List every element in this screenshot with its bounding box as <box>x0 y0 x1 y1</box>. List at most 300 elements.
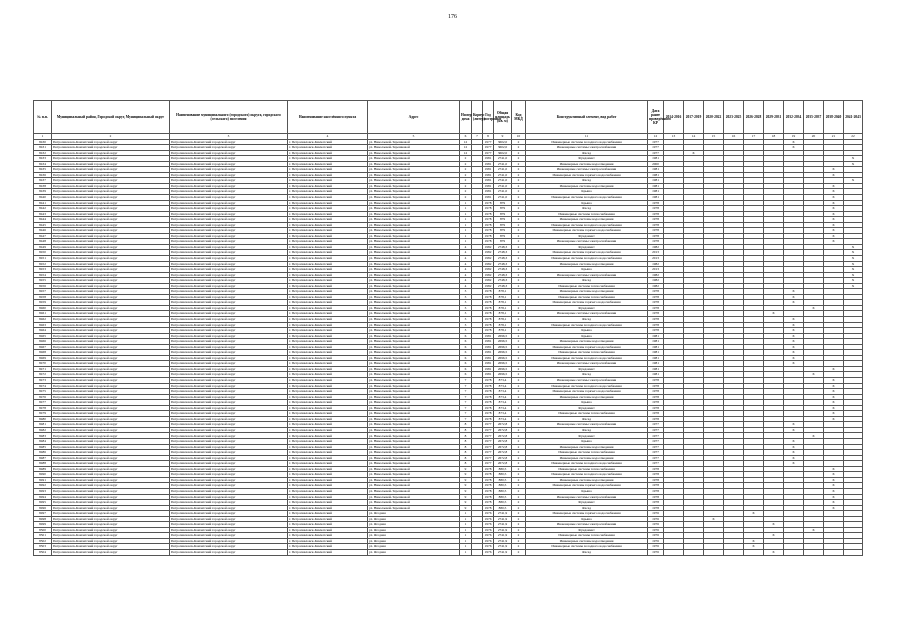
table-cell: 9 <box>460 477 472 483</box>
table-cell: г. Петропавловск-Камчатский <box>288 549 368 555</box>
table-cell: 8446 <box>34 228 52 234</box>
table-cell: 1976 <box>648 522 664 528</box>
table-cell: 6 <box>460 372 472 378</box>
table-cell: 8440 <box>34 194 52 200</box>
table-cell: 1982 <box>483 272 494 278</box>
period-mark-cell <box>664 549 684 555</box>
table-cell: ул. Николаевой-Терешковой <box>368 455 460 461</box>
period-mark-cell <box>724 549 744 555</box>
table-cell: 2 <box>512 494 526 500</box>
table-cell: 2 <box>460 183 472 189</box>
table-cell: ул. Николаевой-Терешковой <box>368 272 460 278</box>
table-cell: Петропавловск-Камчатский городской округ <box>170 516 288 522</box>
table-cell: Инженерные системы холодного водоснабжения <box>526 544 648 550</box>
table-cell: Петропавловск-Камчатский городской округ <box>170 400 288 406</box>
table-cell: ул. Николаевой-Терешковой <box>368 233 460 239</box>
column-header: Код МКД <box>512 101 526 134</box>
table-cell: 8432 <box>34 150 52 156</box>
table-cell: г. Петропавловск-Камчатский <box>288 156 368 162</box>
table-cell: ул. Николаевой-Терешковой <box>368 355 460 361</box>
table-cell: Фасад <box>526 372 648 378</box>
table-cell: 1 <box>460 511 472 517</box>
table-cell: ул. Николаевой-Терешковой <box>368 488 460 494</box>
table-cell: Петропавловск-Камчатский городской округ <box>170 389 288 395</box>
table-cell: Петропавловск-Камчатский городской округ <box>170 488 288 494</box>
table-cell: 2 <box>512 511 526 517</box>
table-cell: 2672,8 <box>494 427 512 433</box>
table-cell: ул. Николаевой-Терешковой <box>368 283 460 289</box>
table-cell: Петропавловск-Камчатский городской округ <box>170 344 288 350</box>
table-cell: 6 <box>460 350 472 356</box>
table-cell: ул. Николаевой-Терешковой <box>368 461 460 467</box>
table-cell: ул. Николаевой-Терешковой <box>368 289 460 295</box>
table-cell: 1981 <box>483 333 494 339</box>
period-mark-cell: X <box>784 427 804 433</box>
table-cell: 2696,5 <box>494 333 512 339</box>
table-cell: Петропавловск-Камчатский городской округ <box>52 461 170 467</box>
table-cell: 1978 <box>648 239 664 245</box>
table-cell: 2 <box>512 516 526 522</box>
table-cell: ул. Николаевой-Терешковой <box>368 244 460 250</box>
table-cell: Крыша <box>526 439 648 445</box>
table-cell: 2 <box>512 439 526 445</box>
table-cell: 12 <box>460 139 472 145</box>
table-cell: ул. Николаевой-Терешковой <box>368 255 460 261</box>
table-cell: 2696,5 <box>494 344 512 350</box>
table-cell: 8 <box>460 439 472 445</box>
table-cell: Петропавловск-Камчатский городской округ <box>170 267 288 273</box>
table-cell: г. Петропавловск-Камчатский <box>288 278 368 284</box>
table-cell: 1978 <box>648 289 664 295</box>
table-cell: Петропавловск-Камчатский городской округ <box>52 516 170 522</box>
table-cell: 8437 <box>34 178 52 184</box>
column-header: 2041-2043 <box>844 101 863 134</box>
table-cell: Фундамент <box>526 244 648 250</box>
table-cell: 2 <box>460 178 472 184</box>
table-cell: Петропавловск-Камчатский городской округ <box>52 211 170 217</box>
table-cell: г. Петропавловск-Камчатский <box>288 344 368 350</box>
table-cell: Петропавловск-Камчатский городской округ <box>52 433 170 439</box>
period-mark-cell: X <box>824 483 844 489</box>
table-cell: 1981 <box>648 183 664 189</box>
period-mark-cell: X <box>784 333 804 339</box>
table-cell: Петропавловск-Камчатский городской округ <box>52 322 170 328</box>
page-number: 176 <box>448 14 457 20</box>
table-cell: г. Петропавловск-Камчатский <box>288 433 368 439</box>
table-cell: г. Петропавловск-Камчатский <box>288 389 368 395</box>
table-cell: г. Петропавловск-Камчатский <box>288 183 368 189</box>
table-cell: 2 <box>512 477 526 483</box>
table-cell: 1978 <box>483 206 494 212</box>
period-mark-cell: X <box>844 161 863 167</box>
table-cell: г. Петропавловск-Камчатский <box>288 172 368 178</box>
table-cell: 4 <box>460 255 472 261</box>
period-mark-cell: X <box>824 189 844 195</box>
table-cell: г. Петропавловск-Камчатский <box>288 500 368 506</box>
table-cell: 1 <box>460 217 472 223</box>
table-cell: Петропавловск-Камчатский городской округ <box>52 522 170 528</box>
table-cell: 1981 <box>483 183 494 189</box>
period-mark-cell: X <box>844 178 863 184</box>
table-cell: 2 <box>512 538 526 544</box>
table-cell: 1981 <box>648 372 664 378</box>
column-header: 2038-2040 <box>824 101 844 134</box>
table-cell: 879 <box>494 200 512 206</box>
table-cell: Петропавловск-Камчатский городской округ <box>170 522 288 528</box>
table-cell: 873,4 <box>494 411 512 417</box>
table-cell: 2 <box>512 194 526 200</box>
table-cell: ул. Николаевой-Терешковой <box>368 250 460 256</box>
table-cell: 2 <box>512 217 526 223</box>
table-cell: 8467 <box>34 344 52 350</box>
column-index: 1 <box>34 134 52 140</box>
table-cell: 2 <box>512 267 526 273</box>
table-cell: 1982 <box>483 283 494 289</box>
table-cell: 1977 <box>648 422 664 428</box>
table-cell: г. Петропавловск-Камчатский <box>288 194 368 200</box>
table-cell: Петропавловск-Камчатский городской округ <box>52 405 170 411</box>
table-cell: Инженерные системы горячего водоснабжения <box>526 344 648 350</box>
period-mark-cell: X <box>844 250 863 256</box>
table-cell: 8499 <box>34 522 52 528</box>
table-cell: ул. Николаевой-Терешковой <box>368 372 460 378</box>
table-cell: Петропавловск-Камчатский городской округ <box>170 211 288 217</box>
period-mark-cell: X <box>764 311 784 317</box>
table-cell: 3 <box>460 294 472 300</box>
table-cell: 1978 <box>483 300 494 306</box>
table-cell: 4 <box>460 278 472 284</box>
table-cell: 879 <box>494 211 512 217</box>
table-cell: Петропавловск-Камчатский городской округ <box>170 483 288 489</box>
table-cell: 8434 <box>34 161 52 167</box>
table-cell: Петропавловск-Камчатский городской округ <box>170 294 288 300</box>
column-index: 2 <box>52 134 170 140</box>
table-cell: 8494 <box>34 494 52 500</box>
table-cell: Петропавловск-Камчатский городской округ <box>170 189 288 195</box>
table-cell: ул. Николаевой-Терешковой <box>368 416 460 422</box>
table-cell: 880,5 <box>494 466 512 472</box>
table-cell: г. Петропавловск-Камчатский <box>288 322 368 328</box>
table-cell: 2 <box>512 411 526 417</box>
table-cell: 8436 <box>34 172 52 178</box>
table-cell: 2 <box>512 178 526 184</box>
table-cell: 2 <box>512 255 526 261</box>
column-index: 18 <box>764 134 784 140</box>
table-cell: 8451 <box>34 255 52 261</box>
table-cell: Петропавловск-Камчатский городской округ <box>170 228 288 234</box>
table-cell: Петропавловск-Камчатский городской округ <box>52 450 170 456</box>
table-cell: 2696,5 <box>494 366 512 372</box>
table-cell: 1978 <box>483 222 494 228</box>
table-cell: Петропавловск-Камчатский городской округ <box>170 311 288 317</box>
table-cell: 1 <box>460 538 472 544</box>
table-cell: 1978 <box>648 383 664 389</box>
period-mark-cell: X <box>824 378 844 384</box>
table-cell: Петропавловск-Камчатский городской округ <box>170 477 288 483</box>
table-cell: Петропавловск-Камчатский городской округ <box>170 505 288 511</box>
table-cell: 8495 <box>34 500 52 506</box>
table-cell: 1978 <box>483 383 494 389</box>
table-cell: 879 <box>494 217 512 223</box>
table-cell: 1978 <box>648 500 664 506</box>
capital-repair-table <box>33 100 863 556</box>
table-cell: 2 <box>512 350 526 356</box>
table-cell: 2013 <box>648 267 664 273</box>
table-cell: Петропавловск-Камчатский городской округ <box>170 317 288 323</box>
table-cell: ул. Николаевой-Терешковой <box>368 477 460 483</box>
period-mark-cell: X <box>824 383 844 389</box>
table-cell: 1982 <box>648 283 664 289</box>
table-cell: Петропавловск-Камчатский городской округ <box>52 222 170 228</box>
table-cell: 2 <box>512 422 526 428</box>
table-cell: г. Петропавловск-Камчатский <box>288 461 368 467</box>
table-cell: ул. Николаевой-Терешковой <box>368 405 460 411</box>
table-cell: 1981 <box>483 161 494 167</box>
table-cell: 1976 <box>648 527 664 533</box>
table-cell: Петропавловск-Камчатский городской округ <box>170 233 288 239</box>
table-cell: 2748,3 <box>494 283 512 289</box>
table-cell: г. Петропавловск-Камчатский <box>288 544 368 550</box>
table-cell: 1978 <box>483 211 494 217</box>
table-cell: 8491 <box>34 477 52 483</box>
table-cell: 1976 <box>648 544 664 550</box>
table-cell: 8450 <box>34 250 52 256</box>
period-mark-cell: X <box>784 139 804 145</box>
period-mark-cell <box>704 549 724 555</box>
table-cell: Инженерные системы холодного водоснабжения <box>526 472 648 478</box>
table-cell: 2 <box>512 461 526 467</box>
column-index: 7 <box>472 134 483 140</box>
table-cell: 8492 <box>34 483 52 489</box>
table-cell: 8 <box>460 461 472 467</box>
table-cell: 1978 <box>648 200 664 206</box>
table-cell: 8503 <box>34 544 52 550</box>
table-cell: Фундамент <box>526 527 648 533</box>
table-cell: 2 <box>512 378 526 384</box>
table-cell: Петропавловск-Камчатский городской округ <box>52 455 170 461</box>
table-cell: Петропавловск-Камчатский городской округ <box>170 289 288 295</box>
table-cell: ул. Ягодная <box>368 511 460 517</box>
column-header: 2029-2031 <box>764 101 784 134</box>
table-cell: 1982 <box>483 261 494 267</box>
period-mark-cell: X <box>844 283 863 289</box>
table-cell: 8481 <box>34 422 52 428</box>
table-cell: 8473 <box>34 378 52 384</box>
table-cell: 2748,3 <box>494 267 512 273</box>
table-cell: 1977 <box>483 145 494 151</box>
table-cell: 878,1 <box>494 289 512 295</box>
table-cell: Петропавловск-Камчатский городской округ <box>170 450 288 456</box>
table-cell: г. Петропавловск-Камчатский <box>288 466 368 472</box>
table-cell: ул. Николаевой-Терешковой <box>368 167 460 173</box>
table-cell: 1978 <box>648 228 664 234</box>
table-cell: Петропавловск-Камчатский городской округ <box>170 200 288 206</box>
table-cell: 2 <box>512 466 526 472</box>
column-index: 11 <box>526 134 648 140</box>
table-cell: Петропавловск-Камчатский городской округ <box>170 172 288 178</box>
table-cell: 2 <box>512 505 526 511</box>
period-mark-cell: X <box>784 328 804 334</box>
table-cell: Крыша <box>526 333 648 339</box>
table-cell: 8489 <box>34 466 52 472</box>
table-cell: Петропавловск-Камчатский городской округ <box>52 217 170 223</box>
table-cell: Петропавловск-Камчатский городской округ <box>170 150 288 156</box>
table-cell: Петропавловск-Камчатский городской округ <box>52 378 170 384</box>
table-cell: 2 <box>512 344 526 350</box>
table-cell: 878,1 <box>494 328 512 334</box>
table-cell: 2 <box>512 150 526 156</box>
table-cell: 1978 <box>483 289 494 295</box>
table-cell: Инженерные системы горячего водоснабжения <box>526 172 648 178</box>
period-mark-cell: X <box>784 145 804 151</box>
table-cell: Петропавловск-Камчатский городской округ <box>170 194 288 200</box>
table-cell: ул. Ягодная <box>368 522 460 528</box>
period-mark-cell: X <box>764 522 784 528</box>
table-cell: 2741,9 <box>494 511 512 517</box>
table-cell: 1978 <box>483 394 494 400</box>
table-cell: 1978 <box>483 405 494 411</box>
table-cell: Петропавловск-Камчатский городской округ <box>52 183 170 189</box>
period-mark-cell: X <box>824 211 844 217</box>
table-cell: 8457 <box>34 289 52 295</box>
table-cell: 1978 <box>648 294 664 300</box>
table-cell: ул. Николаевой-Терешковой <box>368 361 460 367</box>
period-mark-cell: X <box>824 466 844 472</box>
table-cell: 8461 <box>34 311 52 317</box>
table-cell: 1977 <box>483 455 494 461</box>
table-cell: г. Петропавловск-Камчатский <box>288 505 368 511</box>
table-cell: 1981 <box>648 178 664 184</box>
table-cell: Инженерные системы горячего водоснабжения <box>526 228 648 234</box>
table-cell: ул. Николаевой-Терешковой <box>368 267 460 273</box>
table-cell: Петропавловск-Камчатский городской округ <box>52 439 170 445</box>
table-cell: 2748,3 <box>494 255 512 261</box>
table-cell: Крыша <box>526 488 648 494</box>
column-header: Дата ранее проведённого КР <box>648 101 664 134</box>
table-cell: 2 <box>512 394 526 400</box>
table-cell: Инженерные системы водоотведения <box>526 394 648 400</box>
period-mark-cell: X <box>824 228 844 234</box>
table-cell: г. Петропавловск-Камчатский <box>288 178 368 184</box>
table-cell: ул. Николаевой-Терешковой <box>368 450 460 456</box>
column-header: 2014-2016 <box>664 101 684 134</box>
table-cell: 2 <box>512 533 526 539</box>
period-mark-cell: X <box>824 217 844 223</box>
table-cell: ул. Николаевой-Терешковой <box>368 222 460 228</box>
table-cell: 1978 <box>648 494 664 500</box>
table-cell: 2 <box>512 156 526 162</box>
period-mark-cell: X <box>804 433 824 439</box>
table-cell: 1976 <box>648 538 664 544</box>
table-cell: 1976 <box>483 549 494 555</box>
table-cell: 7 <box>460 400 472 406</box>
column-header: 2020-2022 <box>704 101 724 134</box>
table-cell: г. Петропавловск-Камчатский <box>288 488 368 494</box>
table-cell: г. Петропавловск-Камчатский <box>288 217 368 223</box>
table-cell: 7 <box>460 394 472 400</box>
table-cell: Инженерные системы горячего водоснабжения <box>526 300 648 306</box>
table-cell: ул. Николаевой-Терешковой <box>368 206 460 212</box>
period-mark-cell: X <box>844 156 863 162</box>
table-cell: Петропавловск-Камчатский городской округ <box>170 239 288 245</box>
table-cell: ул. Николаевой-Терешковой <box>368 161 460 167</box>
period-mark-cell <box>744 549 764 555</box>
table-cell: 1981 <box>483 339 494 345</box>
table-cell: Инженерные системы холодного водоснабжения <box>526 322 648 328</box>
table-cell: 2741,0 <box>494 156 512 162</box>
table-cell: ул. Николаевой-Терешковой <box>368 183 460 189</box>
table-cell: 1 <box>460 206 472 212</box>
table-cell: 1 <box>460 522 472 528</box>
table-cell: 1981 <box>483 350 494 356</box>
table-cell: Петропавловск-Камчатский городской округ <box>170 183 288 189</box>
period-mark-cell: X <box>824 194 844 200</box>
column-index: 9 <box>494 134 512 140</box>
table-cell: 1977 <box>648 444 664 450</box>
table-cell: Петропавловск-Камчатский городской округ <box>170 544 288 550</box>
table-cell: Инженерные системы теплоснабжения <box>526 350 648 356</box>
table-cell: 2672,8 <box>494 455 512 461</box>
table-cell: 1978 <box>648 472 664 478</box>
table-cell: ул. Ягодная <box>368 533 460 539</box>
table-cell: г. Петропавловск-Камчатский <box>288 455 368 461</box>
table-cell: 2 <box>512 206 526 212</box>
table-cell: Инженерные системы холодного водоснабжения <box>526 255 648 261</box>
table-cell: г. Петропавловск-Камчатский <box>288 317 368 323</box>
column-index: 19 <box>784 134 804 140</box>
table-cell: 2748,3 <box>494 250 512 256</box>
table-cell: 2 <box>512 405 526 411</box>
table-cell: г. Петропавловск-Камчатский <box>288 516 368 522</box>
table-cell: г. Петропавловск-Камчатский <box>288 355 368 361</box>
table-cell: 8430 <box>34 139 52 145</box>
table-cell: 1982 <box>648 278 664 284</box>
table-cell: 12 <box>460 150 472 156</box>
table-cell: 1978 <box>648 317 664 323</box>
table-cell: ул. Ягодная <box>368 549 460 555</box>
column-index: 12 <box>648 134 664 140</box>
table-cell: 1978 <box>648 466 664 472</box>
table-cell: Инженерные системы холодного водоснабжения <box>526 222 648 228</box>
table-cell: 1976 <box>483 516 494 522</box>
table-cell: г. Петропавловск-Камчатский <box>288 261 368 267</box>
table-cell: 2741,0 <box>494 194 512 200</box>
table-cell: 2 <box>512 500 526 506</box>
table-cell: Инженерные системы холодного водоснабжения <box>526 383 648 389</box>
table-cell: Инженерные системы водоотведения <box>526 261 648 267</box>
table-cell: Фундамент <box>526 366 648 372</box>
table-cell: ул. Николаевой-Терешковой <box>368 211 460 217</box>
table-cell: г. Петропавловск-Камчатский <box>288 538 368 544</box>
table-cell: 1978 <box>648 483 664 489</box>
table-cell: г. Петропавловск-Камчатский <box>288 244 368 250</box>
table-cell: Петропавловск-Камчатский городской округ <box>52 250 170 256</box>
table-cell: 8493 <box>34 488 52 494</box>
table-cell: Инженерные системы водоотведения <box>526 455 648 461</box>
table-cell: 1978 <box>648 394 664 400</box>
table-cell: 2741,9 <box>494 533 512 539</box>
table-cell: Петропавловск-Камчатский городской округ <box>52 422 170 428</box>
table-cell: Петропавловск-Камчатский городской округ <box>52 527 170 533</box>
table-cell: г. Петропавловск-Камчатский <box>288 372 368 378</box>
table-cell: 2 <box>512 455 526 461</box>
table-cell: г. Петропавловск-Камчатский <box>288 283 368 289</box>
table-cell: 8474 <box>34 383 52 389</box>
table-cell: 1976 <box>483 533 494 539</box>
table-cell: 4 <box>460 283 472 289</box>
table-cell: 8490 <box>34 472 52 478</box>
table-cell: 2 <box>512 261 526 267</box>
